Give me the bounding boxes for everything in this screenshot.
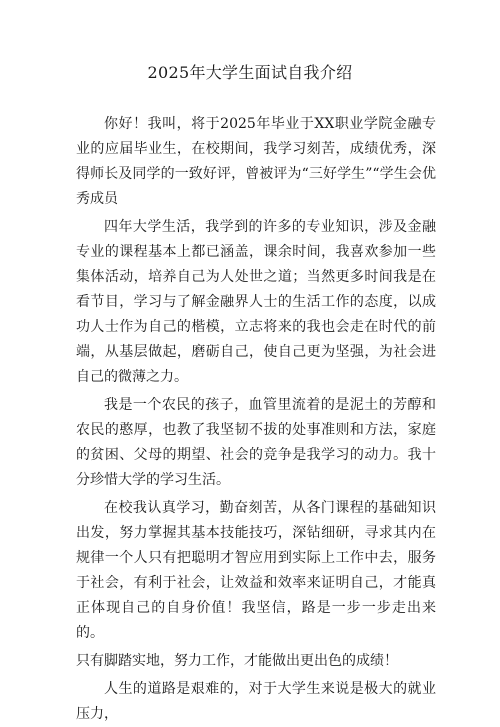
paragraph-intro: 你好！我叫，将于2025年毕业于XX职业学院金融专业的应届毕业生，在校期间，我学习刻苦，成绩优秀，深得师长及同学的一致好评，曾被评为“三好学生”“学生会优秀成员 <box>76 116 436 207</box>
paragraph-background: 我是一个农民的孩子，血管里流着的是泥土的芳醇和农民的憨厚，也教了我坚韧不拔的处事准则和方法，家庭的贫困、父母的期望、社会的竞争是我学习的动力。我十分珍惜大学的学习生活。 <box>76 397 436 488</box>
document-title: 2025年大学生面试自我介绍 <box>147 63 353 82</box>
paragraph-path: 人生的道路是艰难的，对于大学生来说是极大的就业压力， <box>76 681 436 722</box>
paragraph-study: 在校我认真学习，勤奋刻苦，从各门课程的基础知识出发，努力掌握其基本技能技巧，深钻细研，寻求其内在规律一个人只有把聪明才智应用到实际上工作中去，服务于社会，有利于社会，让效益和效率来证明自己，才能真正体现自己的自身价值！我坚信，路是一步一步走出来的。 <box>76 500 436 641</box>
paragraph-university-life: 四年大学生活，我学到的许多的专业知识，涉及金融专业的课程基本上都已涵盖，课余时间，我喜欢参加一些集体活动，培养自己为人处世之道；当然更多时间我是在看节目，学习与了解金融界人士的生活工作的态度，以成功人士作为自己的楷模，立志将来的我也会走在时代的前端，从基层做起，磨砺自己，使自己更为坚强，为社会进自己的微薄之力。 <box>76 219 436 385</box>
document-body <box>76 112 436 727</box>
paragraph-motto: 只有脚踏实地，努力工作，才能做出更出色的成绩！ <box>76 653 398 669</box>
